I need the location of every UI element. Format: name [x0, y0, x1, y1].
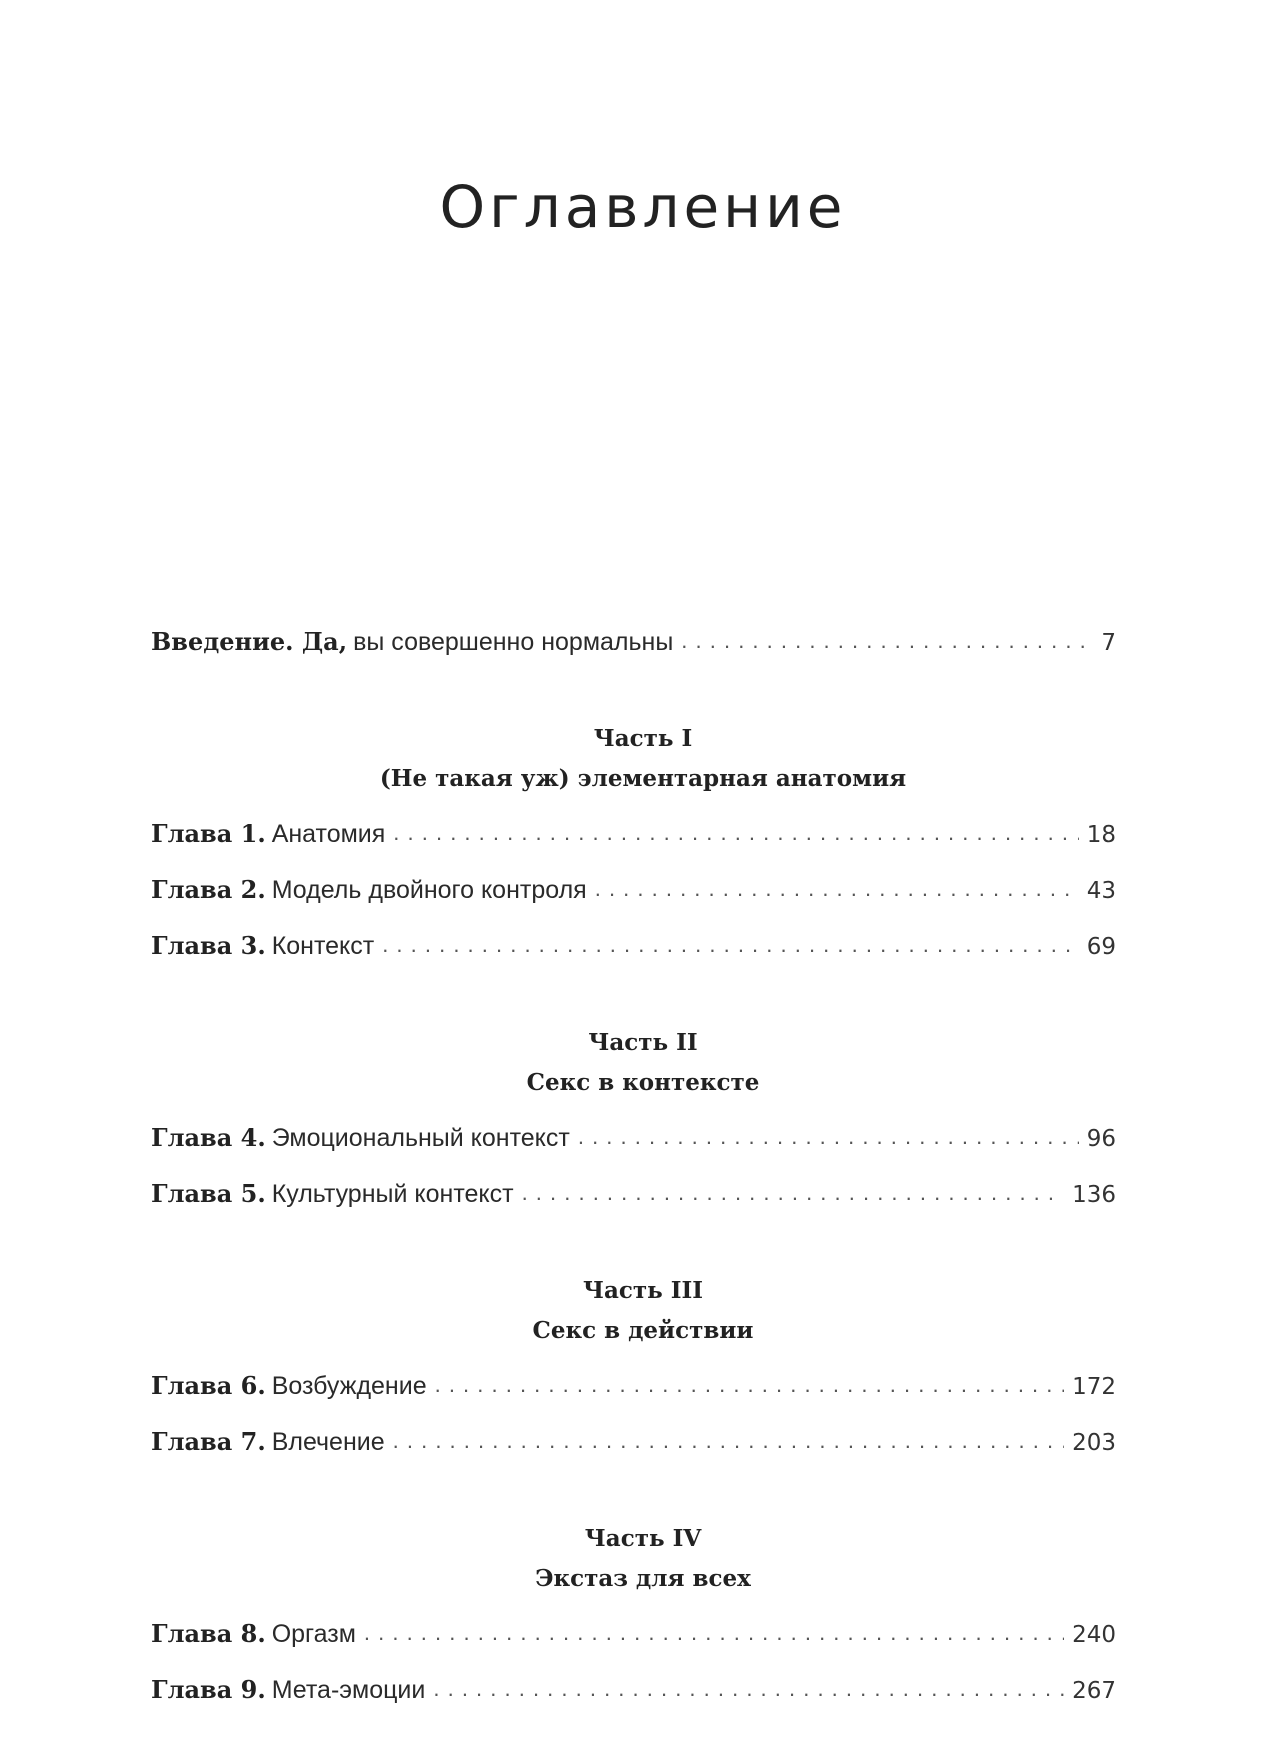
page-title: Оглавление: [439, 173, 847, 241]
toc-entry-chapter-4[interactable]: [151, 1118, 1116, 1158]
chapter-label: Глава 2.: [151, 875, 266, 904]
page-number: 267: [1072, 1678, 1116, 1704]
toc-entry-chapter-2[interactable]: [151, 870, 1116, 910]
intro-label: Введение. Да,: [151, 627, 348, 656]
dot-leader: [681, 621, 1093, 661]
toc-entry-chapter-3[interactable]: [151, 926, 1116, 966]
page-number: 172: [1072, 1374, 1116, 1400]
page-number: 240: [1072, 1622, 1116, 1648]
part-number: Часть IV: [584, 1525, 702, 1552]
chapter-label: Глава 9.: [151, 1675, 266, 1704]
chapter-label: Глава 8.: [151, 1619, 266, 1648]
page-number: 69: [1086, 934, 1116, 960]
part-number: Часть III: [582, 1277, 704, 1304]
toc-entry-chapter-9[interactable]: [151, 1670, 1116, 1710]
page-number: 7: [1101, 630, 1116, 656]
chapter-title: Возбуждение: [271, 1372, 427, 1400]
chapter-title: Анатомия: [271, 820, 386, 848]
toc-entry-chapter-7[interactable]: [151, 1422, 1116, 1462]
chapter-label: Глава 6.: [151, 1371, 266, 1400]
part-title: Секс в действии: [532, 1317, 754, 1344]
part-title: (Не такая уж) элементарная анатомия: [379, 765, 907, 792]
chapter-title: Мета-эмоции: [271, 1676, 426, 1704]
toc-entry-chapter-6[interactable]: [151, 1366, 1116, 1406]
chapter-title: Модель двойного контроля: [271, 876, 587, 904]
chapter-title: Эмоциональный контекст: [271, 1124, 570, 1152]
chapter-title: Контекст: [271, 932, 375, 960]
chapter-label: Глава 1.: [151, 819, 266, 848]
dot-leader: [595, 869, 1079, 909]
part-number: Часть I: [593, 725, 693, 752]
part-number: Часть II: [588, 1029, 698, 1056]
chapter-label: Глава 7.: [151, 1427, 266, 1456]
page-number: 18: [1086, 822, 1116, 848]
toc-entry-chapter-5[interactable]: [151, 1174, 1116, 1214]
page-number: 43: [1086, 878, 1116, 904]
page-number: 136: [1072, 1182, 1116, 1208]
chapter-label: Глава 5.: [151, 1179, 266, 1208]
part-title: Экстаз для всех: [535, 1565, 751, 1592]
dot-leader: [522, 1173, 1065, 1213]
chapter-title: Влечение: [271, 1428, 385, 1456]
chapter-title: Культурный контекст: [271, 1180, 514, 1208]
chapter-label: Глава 4.: [151, 1123, 266, 1152]
part-title: Секс в контексте: [526, 1069, 760, 1096]
toc-entry-chapter-8[interactable]: [151, 1614, 1116, 1654]
chapter-label: Глава 3.: [151, 931, 266, 960]
toc-entry-intro[interactable]: [151, 622, 1116, 662]
dot-leader: [364, 1613, 1064, 1653]
dot-leader: [382, 925, 1079, 965]
dot-leader: [435, 1365, 1064, 1405]
page-number: 96: [1086, 1126, 1116, 1152]
dot-leader: [393, 813, 1078, 853]
page-number: 203: [1072, 1430, 1116, 1456]
intro-title: вы совершенно нормальны: [353, 628, 674, 656]
dot-leader: [578, 1117, 1079, 1157]
toc-entry-chapter-1[interactable]: [151, 814, 1116, 854]
dot-leader: [433, 1669, 1064, 1709]
dot-leader: [393, 1421, 1064, 1461]
chapter-title: Оргазм: [271, 1620, 356, 1648]
